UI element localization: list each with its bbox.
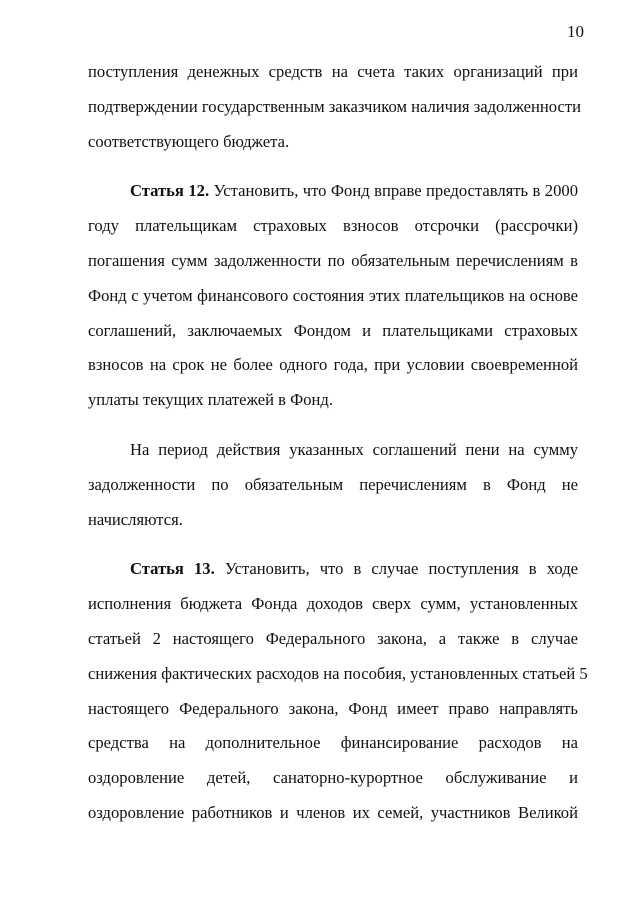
text-line: статьей 2 настоящего Федерального закона, а также в случае: [88, 628, 578, 648]
article-text: Установить, что в случае поступления в ходе: [214, 559, 579, 579]
article-heading: Статья 12.: [130, 181, 210, 201]
article-text: Установить, что Фонд вправе предоставлять в 2000: [209, 181, 578, 201]
text-line: году плательщикам страховых взносов отсрочки (рассрочки): [88, 216, 578, 236]
article-13: [88, 552, 588, 830]
text-line: оздоровление работников и членов их семей, участников Великой: [88, 802, 578, 822]
text-line: поступления денежных средств на счета таких организаций при: [88, 62, 578, 81]
text-line: настоящего Федерального закона, Фонд имеет право направлять: [88, 698, 578, 718]
text-line: взносов на срок не более одного года, при условии своевременной: [88, 355, 578, 375]
document-body: [88, 55, 588, 831]
text-line: подтверждении государственным заказчиком наличия задолженности: [88, 96, 581, 116]
page-number: 10: [567, 22, 584, 41]
text-line: исполнения бюджета Фонда доходов сверх сумм, установленных: [88, 594, 578, 614]
text-line: [88, 552, 578, 587]
text-line: соответствующего бюджета.: [88, 131, 290, 151]
article-heading: Статья 13.: [130, 559, 215, 579]
text-line: оздоровление детей, санаторно-курортное обслуживание и: [88, 768, 578, 788]
text-line: снижения фактических расходов на пособия, установленных статьей 5: [88, 663, 588, 683]
text-line: [88, 174, 578, 209]
text-line: На период действия указанных соглашений пени на сумму: [130, 439, 578, 459]
text-line: задолженности по обязательным перечислениям в Фонд не: [88, 474, 578, 494]
text-line: начисляются.: [88, 509, 183, 529]
text-line: погашения сумм задолженности по обязательным перечислениям в: [88, 250, 578, 270]
paragraph-penalties: [88, 433, 578, 537]
text-line: уплаты текущих платежей в Фонд.: [88, 390, 334, 410]
article-12: [88, 174, 578, 418]
text-line: Фонд с учетом финансового состояния этих плательщиков на основе: [88, 285, 578, 305]
paragraph-continuation: [88, 55, 581, 159]
text-line: соглашений, заключаемых Фондом и плательщиками страховых: [88, 320, 578, 340]
text-line: средства на дополнительное финансирование расходов на: [88, 733, 578, 753]
